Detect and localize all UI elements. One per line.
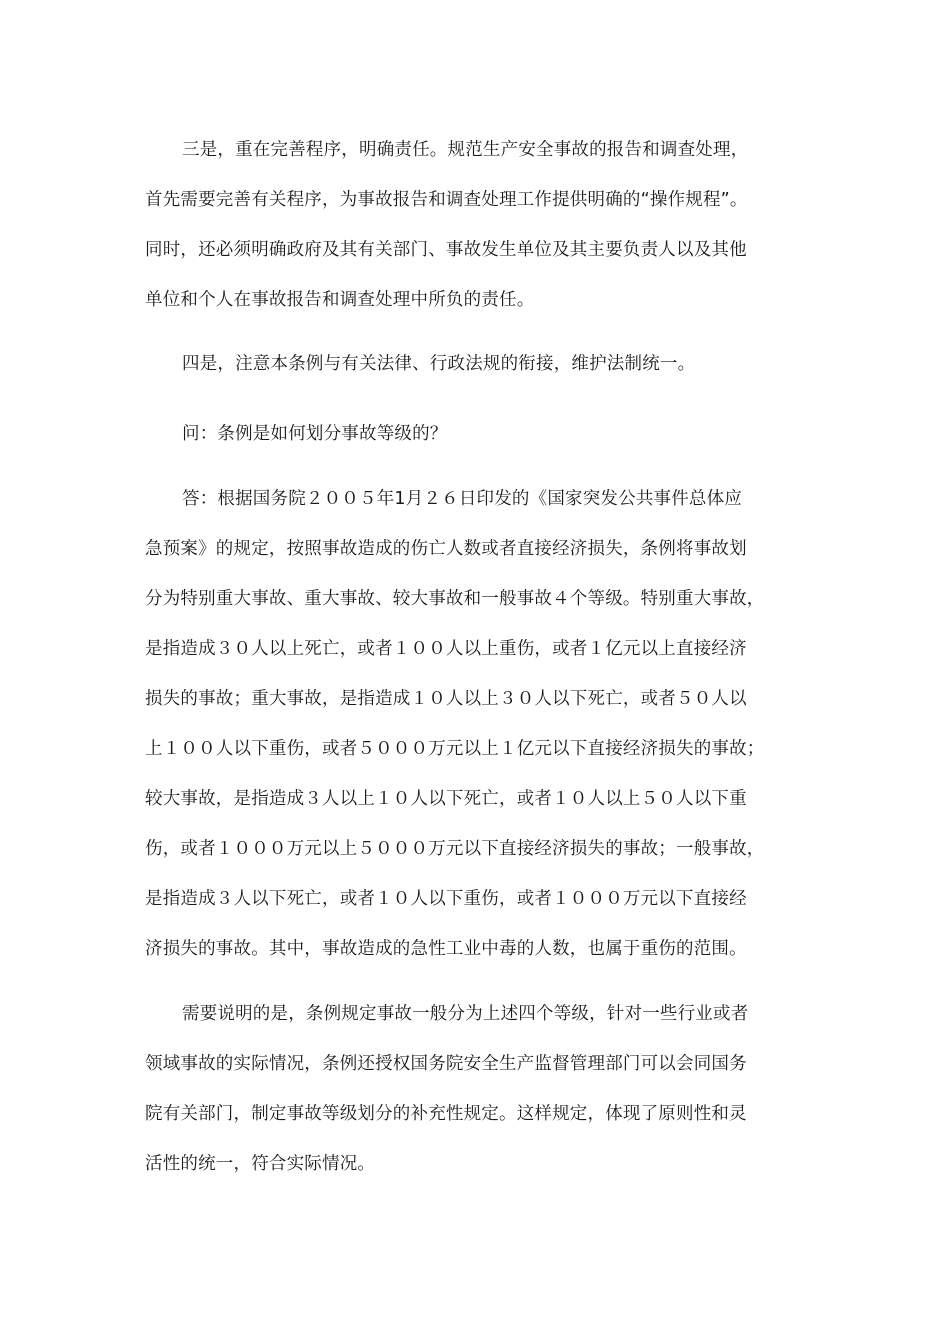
paragraph-line: 首先需要完善有关程序，为事故报告和调查处理工作提供明确的“操作规程”。: [145, 190, 748, 210]
question-line: 问：条例是如何划分事故等级的？: [182, 424, 448, 444]
answer-line: 济损失的事故。其中，事故造成的急性工业中毒的人数，也属于重伤的范围。: [145, 939, 747, 959]
paragraph-line: 院有关部门，制定事故等级划分的补充性规定。这样规定，体现了原则性和灵: [145, 1104, 747, 1124]
answer-line: 较大事故，是指造成３人以上１０人以下死亡，或者１０人以上５０人以下重: [145, 789, 747, 809]
paragraph-line: 需要说明的是，条例规定事故一般分为上述四个等级，针对一些行业或者: [182, 1004, 749, 1024]
answer-line: 是指造成３人以下死亡，或者１０人以下重伤，或者１０００万元以下直接经: [145, 889, 747, 909]
paragraph-line: 同时，还必须明确政府及其有关部门、事故发生单位及其主要负责人以及其他: [145, 240, 747, 260]
answer-line: 是指造成３０人以上死亡，或者１００人以上重伤，或者１亿元以上直接经济: [145, 639, 747, 659]
answer-line: 伤，或者１０００万元以上５０００万元以下直接经济损失的事故；一般事故，: [145, 839, 765, 859]
answer-line: 答：根据国务院２００５年1月２６日印发的《国家突发公共事件总体应: [182, 489, 743, 509]
answer-line: 分为特别重大事故、重大事故、较大事故和一般事故４个等级。特别重大事故，: [145, 589, 765, 609]
answer-line: 上１００人以下重伤，或者５０００万元以上１亿元以下直接经济损失的事故；: [145, 739, 765, 759]
paragraph-line: 四是，注意本条例与有关法律、行政法规的衔接，维护法制统一。: [182, 354, 696, 374]
answer-line: 损失的事故；重大事故，是指造成１０人以上３０人以下死亡，或者５０人以: [145, 689, 747, 709]
paragraph-line: 领域事故的实际情况，条例还授权国务院安全生产监督管理部门可以会同国务: [145, 1054, 747, 1074]
answer-line: 急预案》的规定，按照事故造成的伤亡人数或者直接经济损失，条例将事故划: [145, 539, 747, 559]
paragraph-line: 活性的统一，符合实际情况。: [145, 1154, 376, 1174]
paragraph-line: 单位和个人在事故报告和调查处理中所负的责任。: [145, 290, 535, 310]
paragraph-line: 三是，重在完善程序，明确责任。规范生产安全事故的报告和调查处理，: [182, 140, 749, 160]
